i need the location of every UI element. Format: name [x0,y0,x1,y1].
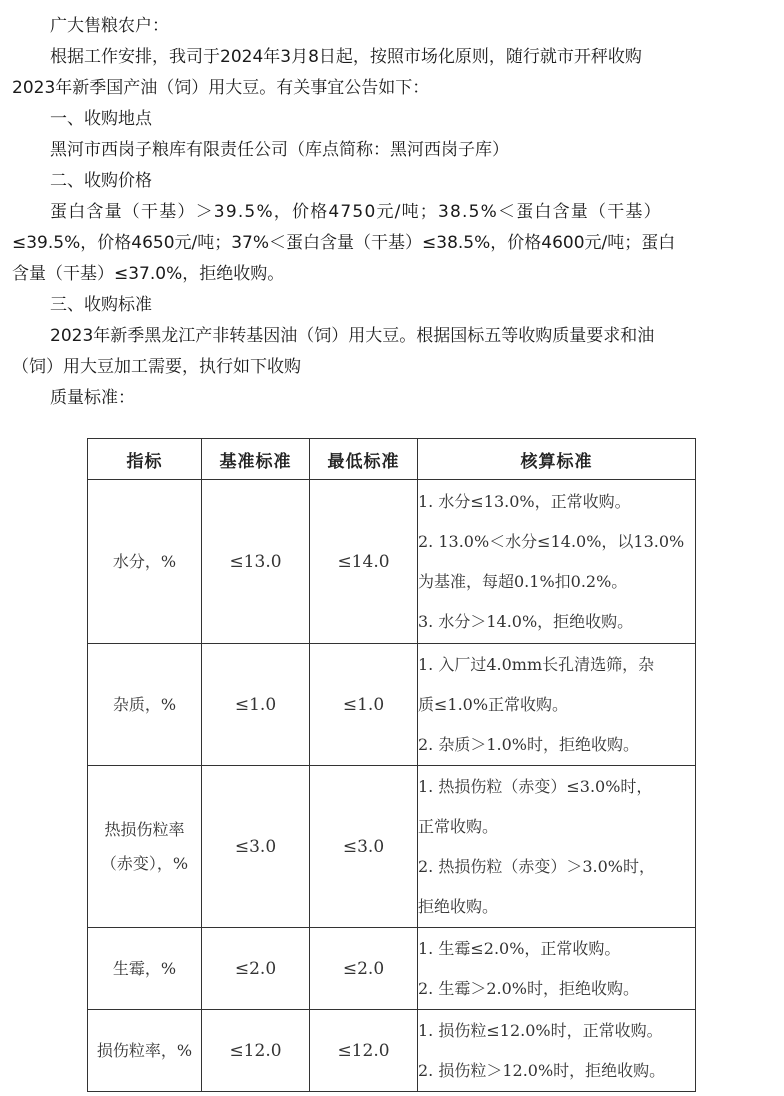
calc-standard-cell [418,644,696,766]
calc-rule-line: 1. 生霉≤2.0%，正常收购。 [418,938,621,958]
header-base-standard: 基准标准 [202,439,310,480]
calc-standard-cell [418,928,696,1010]
indicator-text: 损伤粒率，% [96,1040,193,1060]
header-indicator: 指标 [88,439,202,480]
indicator-cell [88,480,202,644]
calc-standard-cell [418,480,696,644]
standard-line-1: 2023年新季黑龙江产非转基因油（饲）用大豆。根据国标五等收购质量要求和油 [50,326,655,346]
quality-standard-label: 质量标准： [50,388,135,408]
calc-rule-line: 2. 杂质＞1.0%时，拒绝收购。 [418,734,640,754]
price-line-3: 含量（干基）≤37.0%，拒绝收购。 [12,264,285,284]
indicator-text: 水分，% [112,551,177,571]
calc-rule-line: 3. 水分＞14.0%，拒绝收购。 [418,611,634,631]
calc-standard-cell [418,1010,696,1092]
price-line-2: ≤39.5%，价格4650元/吨；37%＜蛋白含量（干基）≤38.5%，价格4600元/吨；蛋白 [12,233,676,253]
min-standard-cell: ≤14.0 [310,480,418,644]
indicator-cell [88,928,202,1010]
standard-line-2: （饲）用大豆加工需要，执行如下收购 [12,357,301,377]
section-1-body: 黑河市西岗子粮库有限责任公司（库点简称：黑河西岗子库） [50,140,509,160]
table-row [88,480,696,644]
calc-rule-line: 2. 热损伤粒（赤变）＞3.0%时， [418,856,656,876]
base-standard-cell: ≤13.0 [202,480,310,644]
indicator-text: 热损伤粒率 [104,819,185,839]
table-body [88,480,696,1092]
calc-rule-line: 为基准，每超0.1%扣0.2%。 [418,571,628,591]
min-standard-cell: ≤2.0 [310,928,418,1010]
indicator-text: 杂质，% [112,694,177,714]
calc-standard-cell [418,766,696,928]
section-2-title: 二、收购价格 [50,171,152,191]
indicator-text: 生霉，% [112,958,177,978]
min-standard-cell: ≤12.0 [310,1010,418,1092]
calc-rule-line: 质≤1.0%正常收购。 [418,694,569,714]
calc-rule-line: 拒绝收购。 [418,896,499,916]
table-row [88,644,696,766]
calc-rule-line: 1. 热损伤粒（赤变）≤3.0%时， [418,776,653,796]
min-standard-cell: ≤1.0 [310,644,418,766]
base-standard-cell: ≤12.0 [202,1010,310,1092]
base-standard-cell: ≤3.0 [202,766,310,928]
header-calc-standard: 核算标准 [418,439,696,480]
table-row [88,928,696,1010]
indicator-cell [88,766,202,928]
intro-paragraph-line-2: 2023年新季国产油（饲）用大豆。有关事宜公告如下： [12,78,430,98]
table-header-row [88,439,696,480]
header-min-standard: 最低标准 [310,439,418,480]
base-standard-cell: ≤2.0 [202,928,310,1010]
quality-standard-table [87,438,696,1092]
quality-standard-table-wrapper [87,438,695,1092]
intro-paragraph-line-1: 根据工作安排，我司于2024年3月8日起，按照市场化原则，随行就市开秤收购 [50,47,642,67]
calc-rule-line: 正常收购。 [418,816,499,836]
base-standard-cell: ≤1.0 [202,644,310,766]
price-line-1: 蛋白含量（干基）＞39.5%，价格4750元/吨；38.5%＜蛋白含量（干基） [50,202,662,222]
calc-rule-line: 1. 水分≤13.0%，正常收购。 [418,491,631,511]
calc-rule-line: 1. 损伤粒≤12.0%时，正常收购。 [418,1020,663,1040]
calc-rule-line: 2. 损伤粒＞12.0%时，拒绝收购。 [418,1060,666,1080]
indicator-cell [88,644,202,766]
greeting: 广大售粮农户： [50,16,169,36]
indicator-text: （赤变），% [100,853,189,873]
section-3-title: 三、收购标准 [50,295,152,315]
table-row [88,1010,696,1092]
calc-rule-line: 2. 生霉＞2.0%时，拒绝收购。 [418,978,640,998]
indicator-cell [88,1010,202,1092]
min-standard-cell: ≤3.0 [310,766,418,928]
section-1-title: 一、收购地点 [50,109,152,129]
calc-rule-line: 1. 入厂过4.0mm长孔清选筛，杂 [418,654,655,674]
calc-rule-line: 2. 13.0%＜水分≤14.0%，以13.0% [418,531,685,551]
table-row [88,766,696,928]
